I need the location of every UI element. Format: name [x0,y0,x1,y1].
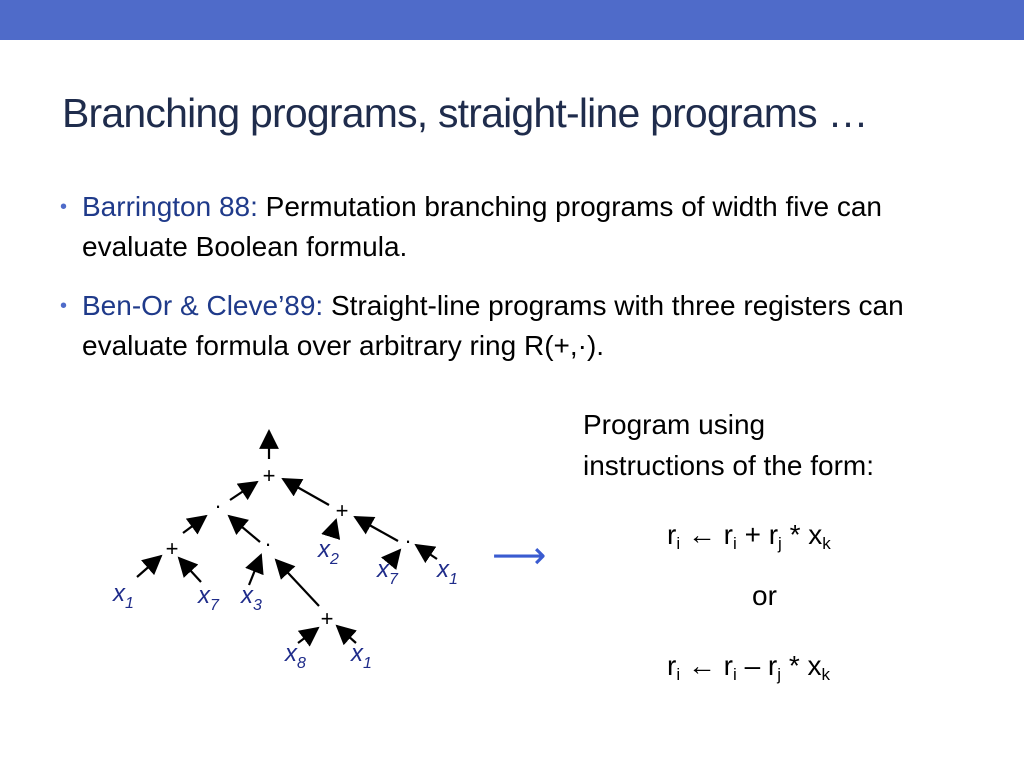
instruction-add: $r_i$ ← $r_i + r_j * x_k$ [667,519,831,553]
op-add-bottom: + [320,606,334,631]
bullet-body: Straight-line programs with three registers can evaluate formula over arbitrary ring R(+,·). [82,290,904,361]
edge-mul-right-add-right [355,517,398,541]
edge-x3-mul-mid [249,555,261,585]
leaf-x7: $x_7$ [377,556,398,588]
leaf-x2: $x_2$ [318,536,339,568]
bullet-dot: • [60,295,68,317]
program-caption [583,404,874,486]
program-caption-line: instructions of the form: [583,450,875,481]
leaf-x3: $x_3$ [241,582,262,614]
op-mul-right: · [404,528,412,553]
leaf-x7: $x_7$ [198,582,219,614]
edge-x8-add-bottom [298,628,318,643]
edge-x1-mul-right [416,545,437,559]
edge-x7-add-left [179,558,201,582]
edge-add-bottom-mul-mid [276,560,319,606]
leaf-x1: $x_1$ [351,640,372,672]
bullet-highlight: Ben-Or & Cleve’89: [82,290,324,321]
edge-mul-mid-mul-left [229,516,260,542]
or-separator: or [752,580,777,611]
op-add-left: + [165,536,179,561]
program-caption-line: Program using [583,409,766,440]
op-root-plus: + [262,463,276,488]
instruction-subtract: $r_i$ ← $r_i - r_j * x_k$ [667,650,830,684]
leaf-x1: $x_1$ [113,580,134,612]
leaf-x8: $x_8$ [285,640,306,672]
slide-title: Branching programs, straight-line programs … [62,90,868,136]
op-mul-left: · [214,493,222,518]
edge-x7-mul-right [390,550,400,562]
bullet-body: Permutation branching programs of width five can evaluate Boolean formula. [82,191,882,262]
bullet-highlight: Barrington 88: [82,191,258,222]
edge-add-right-root [283,479,329,505]
bullet-dot: • [60,196,68,218]
leaf-x1: $x_1$ [437,556,458,588]
transform-arrow-icon: ⟶ [492,535,547,577]
edge-add-left-mul-left [183,516,206,533]
op-add-right: + [335,498,349,523]
op-mul-mid: · [264,531,272,556]
edge-mul-left-root [230,482,257,500]
edge-x1-add-left [137,556,161,577]
